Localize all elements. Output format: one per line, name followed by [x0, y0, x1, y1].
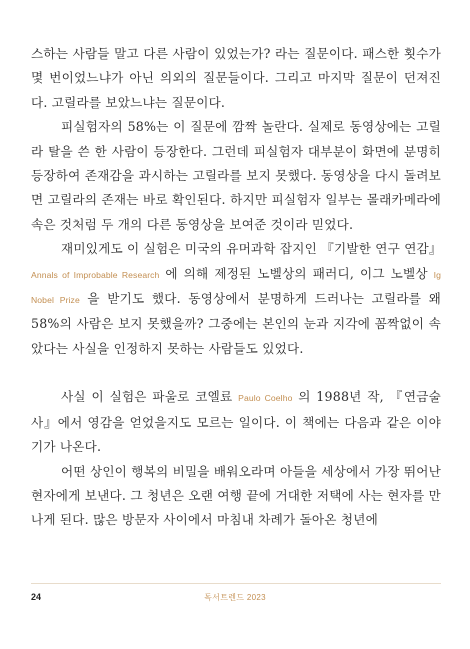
paragraph-gap — [31, 361, 441, 385]
paragraph-3-text-b: 에 의해 제정된 노벨상의 패러디, 이그 노벨상 — [159, 265, 434, 281]
paragraph-4 — [31, 385, 441, 459]
paragraph-4-text-a: 사실 이 실험은 파울로 코엘료 — [61, 389, 239, 405]
english-term-coelho: Paulo Coelho — [238, 393, 293, 404]
paragraph-4-text-b: 의 1988년 작, 『연금술사』에서 영감을 얻었을지도 모르는 일이다. 이 책에는 다음과 같은 이야기가 나온다. — [31, 389, 441, 455]
paragraph-2: 피실험자의 58%는 이 질문에 깜짝 놀란다. 실제로 동영상에는 고릴라 탈을 쓴 한 사람이 등장한다. 그런데 피실험자 대부분이 화면에 분명히 등장하여 존재감을 과시하는 고릴라를 보지 못했다. 동영상을 다시 돌려보면 고릴라의 존재는 바로 확인된다. 하지만 피실험자 일부는 몰래카메라에 속은 것처럼 두 개의 다른 동영상을 보여준 것이라 믿었다. — [31, 119, 441, 232]
english-term-annals: Annals of Improbable Research — [31, 269, 160, 280]
paragraph-5: 어떤 상인이 행복의 비밀을 배워오라며 아들을 세상에서 가장 뛰어난 현자에게 보낸다. 그 청년은 오랜 여행 끝에 거대한 저택에 사는 현자를 만나게 된다. 많은 방문자 사이에서 마침내 차례가 돌아온 청년에 — [31, 463, 441, 528]
paragraph-1: 스하는 사람들 말고 다른 사람이 있었는가? 라는 질문이다. 패스한 횟수가 몇 번이었느냐가 아닌 의외의 질문들이다. 그리고 마지막 질문이 던져진다. 고릴라를 보았느냐는 질문이다. — [31, 46, 441, 110]
paragraph-3 — [31, 237, 441, 361]
english-term-ig-nobel: Ig Nobel Prize — [31, 269, 441, 306]
running-title: 독서트렌드 2023 — [204, 593, 266, 602]
paragraph-3-text-a: 재미있게도 이 실험은 미국의 유머과학 잡지인 『기발한 연구 연감』 — [61, 241, 442, 257]
footer-divider — [31, 583, 441, 584]
body-text — [31, 42, 441, 533]
page-number: 24 — [31, 592, 42, 602]
paragraph-3-text-c: 을 받기도 했다. 동영상에서 분명하게 드러나는 고릴라를 왜 58%의 사람은 보지 못했을까? 그중에는 본인의 눈과 지각에 꼼짝없이 속았다는 사실을 인정하지 못하는 사람들도 있었다. — [31, 291, 441, 356]
